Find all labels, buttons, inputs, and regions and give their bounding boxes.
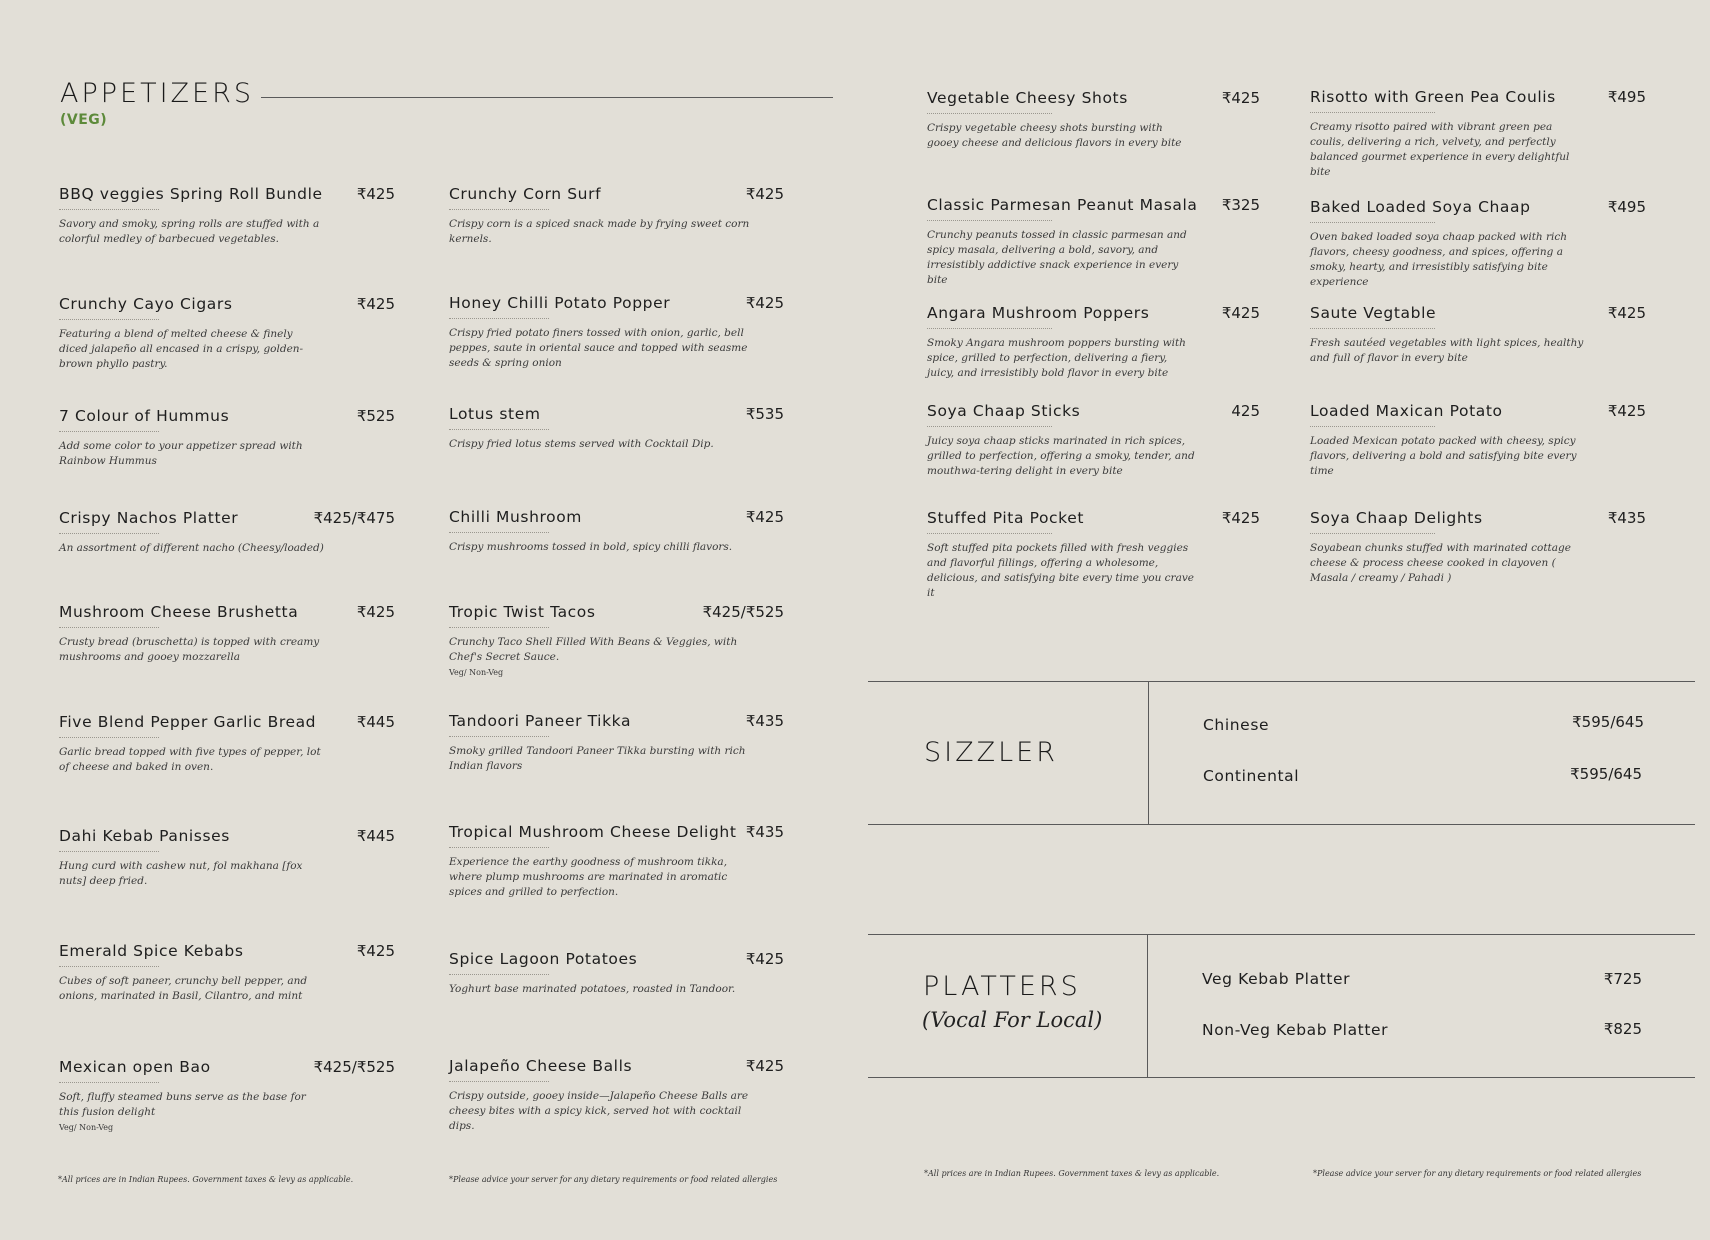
sizzler-option-price: ₹595/645: [1572, 713, 1644, 731]
menu-item-price: ₹325: [1221, 196, 1260, 214]
menu-item: [449, 602, 784, 677]
menu-item: [449, 507, 784, 555]
menu-item-name: Crunchy Corn Surf: [449, 185, 602, 203]
menu-item-description: Crispy fried lotus stems served with Cocktail Dip.: [449, 438, 714, 450]
menu-item: [449, 404, 784, 452]
platters-top-rule: [868, 934, 1695, 935]
menu-item-name: Emerald Spice Kebabs: [59, 942, 244, 960]
menu-item-price: ₹425: [356, 942, 395, 960]
menu-item-name: Lotus stem: [449, 405, 541, 423]
dotted-rule: [927, 113, 1052, 114]
menu-item: [449, 1056, 784, 1134]
menu-item-price: ₹425: [745, 185, 784, 203]
dotted-rule: [59, 1082, 159, 1083]
dotted-rule: [59, 851, 159, 852]
menu-item-name: BBQ veggies Spring Roll Bundle: [59, 185, 323, 203]
dotted-rule: [449, 532, 549, 533]
menu-item-price: ₹425: [356, 603, 395, 621]
dotted-rule: [927, 533, 1052, 534]
menu-item-price: ₹495: [1607, 88, 1646, 106]
menu-item-price: ₹425: [745, 1057, 784, 1075]
menu-item-name: Chilli Mushroom: [449, 508, 582, 526]
menu-item-description: Crunchy peanuts tossed in classic parmesan and spicy masala, delivering a bold, savory, and irresistibly addictive snack experience in every bite: [927, 229, 1187, 286]
menu-item: [1310, 401, 1646, 479]
prices-footnote: *All prices are in Indian Rupees. Government taxes & levy as applicable.: [58, 1175, 354, 1184]
menu-item-name: Stuffed Pita Pocket: [927, 509, 1085, 527]
sizzler-option-name: Continental: [1203, 767, 1300, 785]
menu-item-name: Five Blend Pepper Garlic Bread: [59, 713, 317, 731]
platters-divider: [1147, 934, 1148, 1077]
menu-item-price: ₹425: [356, 185, 395, 203]
menu-item-description: Oven baked loaded soya chaap packed with rich flavors, cheesy goodness, and spices, offering a smoky, hearty, and irresistibly satisfying bite experience: [1310, 231, 1568, 288]
menu-item-name: Soya Chaap Sticks: [927, 402, 1081, 420]
dotted-rule: [927, 426, 1052, 427]
menu-item-price: ₹425: [1607, 402, 1646, 420]
menu-item-description: Crispy fried potato finers tossed with onion, garlic, bell peppes, saute in oriental sauce and topped with seasme seeds & spring onion: [449, 327, 748, 369]
menu-item-name: Loaded Maxican Potato: [1310, 402, 1503, 420]
menu-item-description: Soyabean chunks stuffed with marinated cottage cheese & process cheese cooked in clayoven ( Masala / creamy / Pahadi ): [1310, 542, 1571, 584]
dotted-rule: [59, 533, 159, 534]
menu-item-price: ₹435: [745, 712, 784, 730]
menu-item: [1310, 508, 1646, 586]
dotted-rule: [449, 1081, 549, 1082]
menu-item-price: ₹535: [745, 405, 784, 423]
dotted-rule: [1310, 426, 1435, 427]
menu-item-description: Juicy soya chaap sticks marinated in rich spices, grilled to perfection, offering a smoky, tender, and mouthwa-tering delight in every bite: [927, 435, 1195, 477]
dotted-rule: [59, 737, 159, 738]
menu-item-name: Honey Chilli Potato Popper: [449, 294, 671, 312]
dotted-rule: [449, 627, 549, 628]
menu-item-description: Garlic bread topped with five types of pepper, lot of cheese and baked in oven.: [59, 746, 321, 773]
dotted-rule: [449, 974, 549, 975]
menu-item: [927, 401, 1260, 479]
platter-option-price: ₹825: [1603, 1020, 1642, 1038]
platters-bottom-rule: [868, 1077, 1695, 1078]
menu-item-description: Crispy outside, gooey inside—Jalapeño Cheese Balls are cheesy bites with a spicy kick, served hot with cocktail dips.: [449, 1090, 749, 1132]
menu-item-name: Jalapeño Cheese Balls: [449, 1057, 633, 1075]
menu-item-description: An assortment of different nacho (Cheesy/loaded): [59, 542, 324, 554]
dotted-rule: [449, 736, 549, 737]
menu-item-price: ₹425: [745, 294, 784, 312]
menu-item-price: ₹445: [356, 713, 395, 731]
menu-item-name: Mushroom Cheese Brushetta: [59, 603, 299, 621]
dotted-rule: [449, 847, 549, 848]
menu-item-price: ₹435: [1607, 509, 1646, 527]
sizzler-divider: [1148, 681, 1149, 824]
menu-item: [927, 508, 1260, 601]
prices-footnote: *All prices are in Indian Rupees. Government taxes & levy as applicable.: [924, 1169, 1220, 1178]
menu-item-price: ₹425: [745, 950, 784, 968]
menu-item-description: Hung curd with cashew nut, fol makhana [fox nuts] deep fried.: [59, 860, 303, 887]
menu-item-name: Spice Lagoon Potatoes: [449, 950, 638, 968]
sizzler-option-price: ₹595/645: [1570, 765, 1642, 783]
menu-item-price: ₹425: [1607, 304, 1646, 322]
dotted-rule: [927, 328, 1052, 329]
menu-item-description: Smoky Angara mushroom poppers bursting with spice, grilled to perfection, delivering a fiery, juicy, and irresistibly bold flavor in every bite: [927, 337, 1186, 379]
menu-item: [59, 406, 395, 469]
menu-item-price: ₹495: [1607, 198, 1646, 216]
menu-item-name: Risotto with Green Pea Coulis: [1310, 88, 1556, 106]
menu-item-description: Yoghurt base marinated potatoes, roasted in Tandoor.: [449, 983, 736, 995]
menu-item-price: ₹425: [1221, 304, 1260, 322]
menu-item-description: Soft, fluffy steamed buns serve as the base for this fusion delight: [59, 1091, 306, 1118]
sizzler-title: SIZZLER: [924, 737, 1058, 768]
menu-item-name: Soya Chaap Delights: [1310, 509, 1483, 527]
menu-item-price: ₹425: [1221, 89, 1260, 107]
menu-item-description: Cubes of soft paneer, crunchy bell pepper, and onions, marinated in Basil, Cilantro, and mint: [59, 975, 308, 1002]
menu-item: [449, 949, 784, 997]
menu-item-name: Vegetable Cheesy Shots: [927, 89, 1128, 107]
menu-item-price: ₹425/₹525: [702, 603, 784, 621]
menu-item-price: 425: [1231, 402, 1260, 420]
menu-item-description: Smoky grilled Tandoori Paneer Tikka bursting with rich Indian flavors: [449, 745, 746, 772]
platter-option-name: Non-Veg Kebab Platter: [1202, 1021, 1389, 1039]
menu-item-price: ₹425: [1221, 509, 1260, 527]
menu-item: [59, 1057, 395, 1132]
menu-item-price: ₹435: [745, 823, 784, 841]
sizzler-bottom-rule: [868, 824, 1695, 825]
menu-item-name: Crunchy Cayo Cigars: [59, 295, 233, 313]
menu-item-description: Crispy mushrooms tossed in bold, spicy chilli flavors.: [449, 541, 733, 553]
dotted-rule: [59, 209, 159, 210]
menu-item: [927, 303, 1260, 381]
menu-item-name: Dahi Kebab Panisses: [59, 827, 230, 845]
menu-item: [59, 826, 395, 889]
menu-item-description: Experience the earthy goodness of mushroom tikka, where plump mushrooms are marinated in aromatic spices and grilled to perfection.: [449, 856, 728, 898]
menu-item: [449, 293, 784, 371]
menu-item-price: ₹425/₹525: [313, 1058, 395, 1076]
dotted-rule: [59, 431, 159, 432]
appetizers-title: APPETIZERS: [60, 78, 255, 109]
menu-item-description: Loaded Mexican potato packed with cheesy, spicy flavors, delivering a bold and satisfying bite every time: [1310, 435, 1577, 477]
dotted-rule: [1310, 533, 1435, 534]
dotted-rule: [927, 220, 1052, 221]
menu-item-note: Veg/ Non-Veg: [59, 1123, 114, 1132]
menu-item: [449, 711, 784, 774]
menu-item-price: ₹525: [356, 407, 395, 425]
menu-item: [59, 941, 395, 1004]
menu-item-name: Angara Mushroom Poppers: [927, 304, 1150, 322]
menu-item-name: Tropical Mushroom Cheese Delight: [449, 823, 737, 841]
dotted-rule: [59, 966, 159, 967]
menu-item: [59, 712, 395, 775]
menu-item-price: ₹425: [745, 508, 784, 526]
menu-item-description: Add some color to your appetizer spread with Rainbow Hummus: [59, 440, 303, 467]
menu-item-price: ₹425: [356, 295, 395, 313]
dietary-footnote: *Please advice your server for any dietary requirements or food related allergies: [449, 1175, 778, 1184]
dotted-rule: [1310, 112, 1435, 113]
menu-item-description: Crusty bread (bruschetta) is topped with creamy mushrooms and gooey mozzarella: [59, 636, 320, 663]
platters-title: PLATTERS: [923, 971, 1081, 1002]
dotted-rule: [1310, 328, 1435, 329]
menu-item-description: Crispy vegetable cheesy shots bursting with gooey cheese and delicious flavors in every bite: [927, 122, 1182, 149]
menu-item: [1310, 87, 1646, 180]
platters-subtitle: (Vocal For Local): [922, 1008, 1103, 1032]
menu-item: [449, 184, 784, 247]
menu-item-description: Featuring a blend of melted cheese & finely diced jalapeño all encased in a crispy, golden-brown phyllo pastry.: [59, 328, 304, 370]
menu-item-name: Baked Loaded Soya Chaap: [1310, 198, 1531, 216]
dotted-rule: [449, 318, 549, 319]
menu-item-name: Classic Parmesan Peanut Masala: [927, 196, 1198, 214]
menu-item: [59, 508, 395, 556]
menu-item-description: Soft stuffed pita pockets filled with fresh veggies and flavorful fillings, offering a wholesome, delicious, and satisfying bite every time you crave it: [927, 542, 1194, 599]
dotted-rule: [1310, 222, 1435, 223]
menu-item: [59, 294, 395, 372]
menu-item-note: Veg/ Non-Veg: [449, 668, 504, 677]
platter-option-name: Veg Kebab Platter: [1202, 970, 1351, 988]
title-divider: [261, 97, 833, 98]
menu-item-description: Fresh sautéed vegetables with light spices, healthy and full of flavor in every bite: [1310, 337, 1584, 364]
menu-item-description: Savory and smoky, spring rolls are stuffed with a colorful medley of barbecued vegetables.: [59, 218, 320, 245]
menu-item: [927, 88, 1260, 151]
sizzler-option-name: Chinese: [1203, 716, 1270, 734]
dietary-footnote: *Please advice your server for any dietary requirements or food related allergies: [1313, 1169, 1642, 1178]
platter-option-price: ₹725: [1603, 970, 1642, 988]
menu-item-name: Crispy Nachos Platter: [59, 509, 239, 527]
menu-item: [1310, 197, 1646, 290]
menu-item-description: Crispy corn is a spiced snack made by frying sweet corn kernels.: [449, 218, 750, 245]
dotted-rule: [59, 319, 159, 320]
menu-item-description: Crunchy Taco Shell Filled With Beans & Veggies, with Chef's Secret Sauce.: [449, 636, 738, 663]
menu-item: [449, 822, 784, 900]
menu-item: [927, 195, 1260, 288]
menu-item-name: Saute Vegtable: [1310, 304, 1437, 322]
menu-item: [59, 184, 395, 247]
dotted-rule: [449, 209, 549, 210]
veg-tag: (VEG): [60, 112, 108, 128]
menu-item-price: ₹445: [356, 827, 395, 845]
menu-item-price: ₹425/₹475: [313, 509, 395, 527]
menu-item-name: Mexican open Bao: [59, 1058, 211, 1076]
menu-item-name: Tandoori Paneer Tikka: [449, 712, 632, 730]
dotted-rule: [449, 429, 549, 430]
menu-item-name: Tropic Twist Tacos: [449, 603, 596, 621]
sizzler-top-rule: [868, 681, 1695, 682]
menu-item: [59, 602, 395, 665]
menu-item-description: Creamy risotto paired with vibrant green pea coulis, delivering a rich, velvety, and perfectly balanced gourmet experience in every delightful bite: [1310, 121, 1570, 178]
dotted-rule: [59, 627, 159, 628]
menu-item-name: 7 Colour of Hummus: [59, 407, 230, 425]
menu-item: [1310, 303, 1646, 366]
